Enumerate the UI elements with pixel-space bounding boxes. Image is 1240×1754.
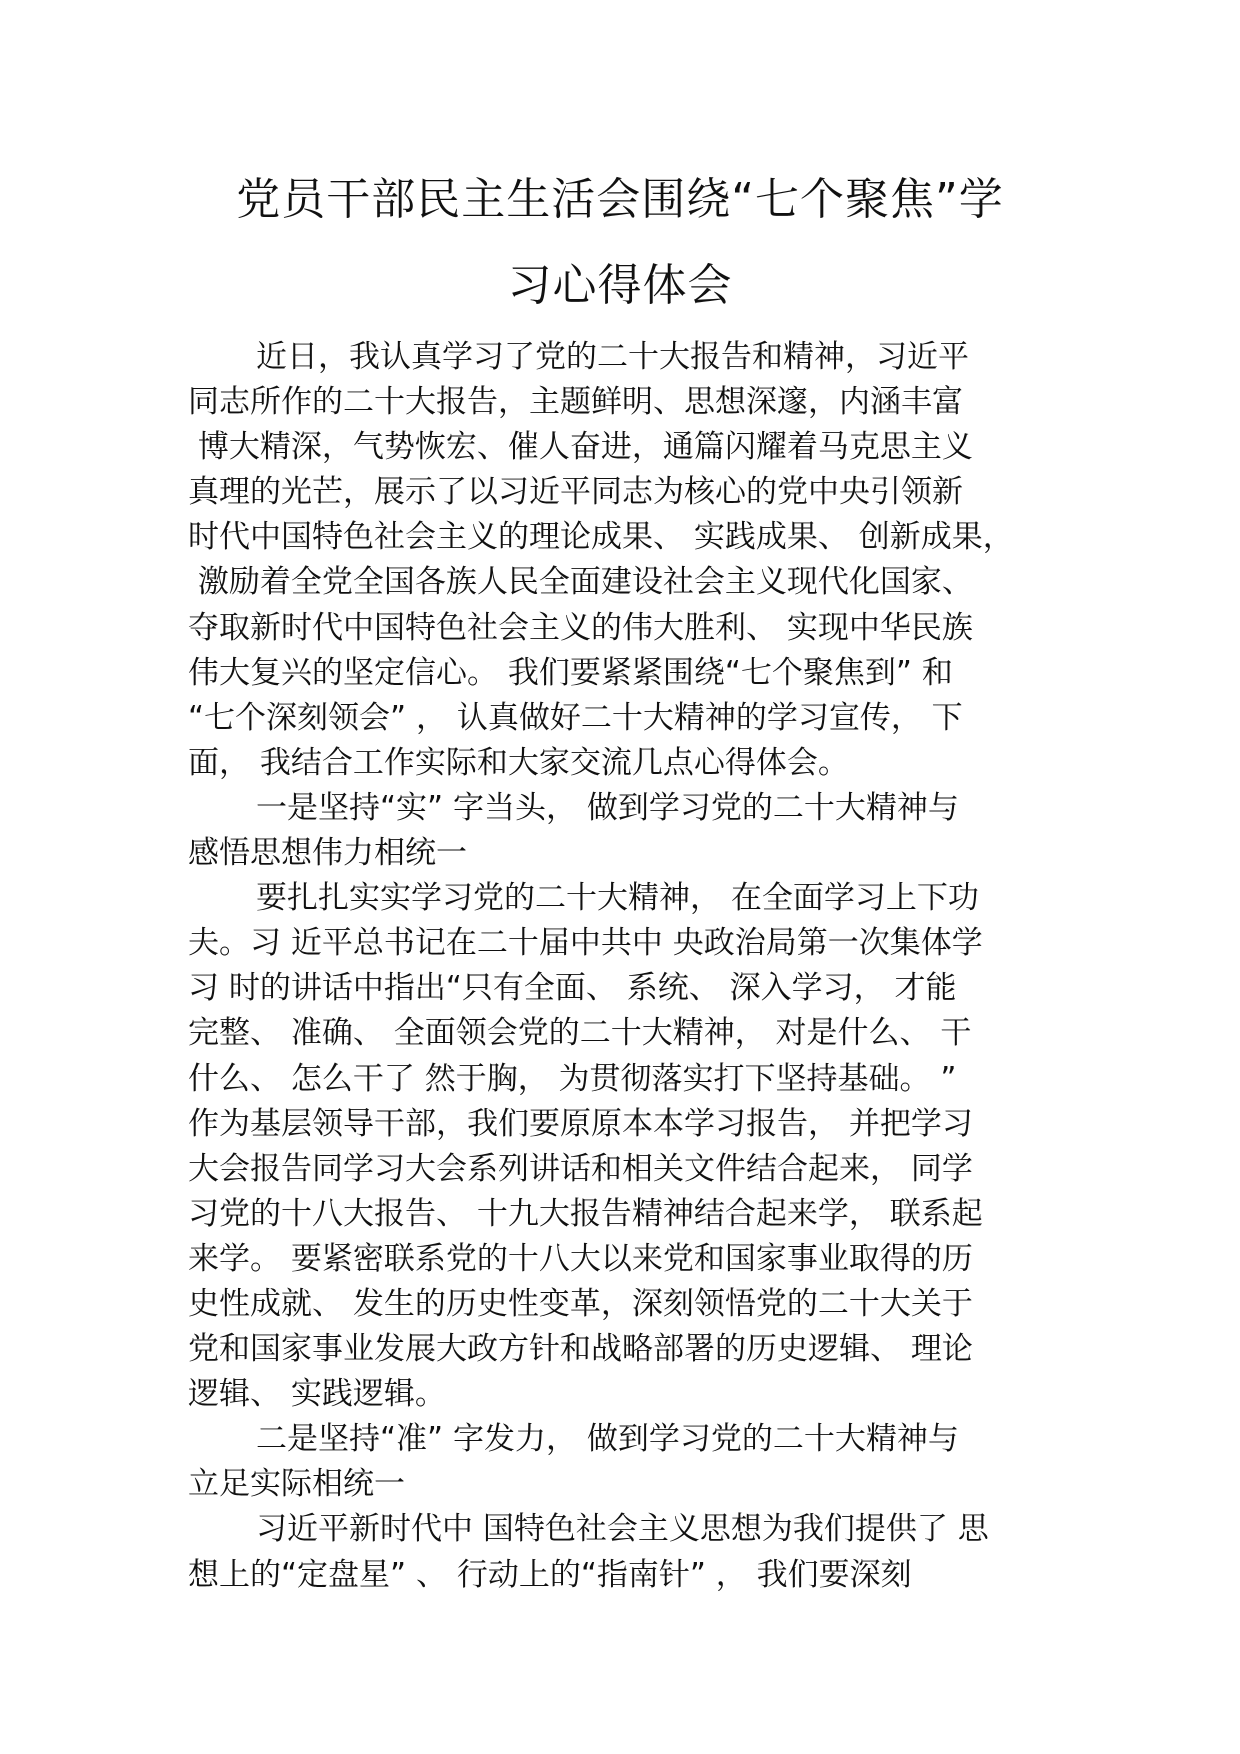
body-line: 习 时的讲话中指出“只有全面、 系统、 深入学习， 才能 <box>188 970 957 1007</box>
body-line: 真理的光芒，展示了以习近平同志为核心的党中央引领新 <box>188 474 963 511</box>
title-line-2: 习心得体会 <box>507 260 733 311</box>
body-line: 同志所作的二十大报告，主题鲜明、思想深邃，内涵丰富 <box>188 384 963 421</box>
body-line: 想上的“定盘星” 、 行动上的“指南针” ， 我们要深刻 <box>188 1556 912 1593</box>
body-line: 夺取新时代中国特色社会主义的伟大胜利、 实现中华民族 <box>188 609 973 646</box>
body-line: 近日，我认真学习了党的二十大报告和精神，习近平 <box>256 339 969 375</box>
body-line: 夫。习 近平总书记在二十届中共中 央政治局第一次集体学 <box>188 925 983 962</box>
body-line: 习党的十八大报告、 十九大报告精神结合起来学， 联系起 <box>188 1195 983 1232</box>
body-line: 逻辑、 实践逻辑。 <box>188 1376 446 1413</box>
body-line: 史性成就、 发生的历史性变革，深刻领悟党的二十大关于 <box>188 1285 973 1322</box>
body-line: 党和国家事业发展大政方针和战略部署的历史逻辑、 理论 <box>188 1331 973 1368</box>
body-line: 时代中国特色社会主义的理论成果、 实践成果、 创新成果， <box>188 519 1014 556</box>
body-line: 来学。 要紧密联系党的十八大以来党和国家事业取得的历 <box>188 1240 973 1277</box>
body-line: 伟大复兴的坚定信心。 我们要紧紧围绕“七个聚焦到” 和 <box>188 654 953 691</box>
body-line: 激励着全党全国各族人民全面建设社会主义现代化国家、 <box>188 564 973 601</box>
body-line: 面， 我结合工作实际和大家交流几点心得体会。 <box>188 744 849 781</box>
title-line-1: 党员干部民主生活会围绕“七个聚焦”学 <box>236 174 1004 225</box>
body-line: 大会报告同学习大会系列讲话和相关文件结合起来， 同学 <box>188 1150 973 1187</box>
body-line: 要扎扎实实学习党的二十大精神， 在全面学习上下功 <box>256 880 979 917</box>
body-line: 二是坚持“准” 字发力， 做到学习党的二十大精神与 <box>256 1421 959 1458</box>
body-line: 习近平新时代中 国特色社会主义思想为我们提供了 思 <box>256 1511 989 1548</box>
body-line: 立足实际相统一 <box>188 1466 405 1503</box>
body-line: “七个深刻领会” ， 认真做好二十大精神的学习宣传， 下 <box>188 699 963 736</box>
body-line: 作为基层领导干部，我们要原原本本学习报告， 并把学习 <box>188 1105 973 1142</box>
body-line: 博大精深，气势恢宏、催人奋进，通篇闪耀着马克思主义 <box>188 429 973 466</box>
body-line: 一是坚持“实” 字当头， 做到学习党的二十大精神与 <box>256 789 959 826</box>
body-text <box>188 335 1088 1598</box>
body-line: 感悟思想伟力相统一 <box>188 835 467 872</box>
body-line: 完整、 准确、 全面领会党的二十大精神， 对是什么、 干 <box>188 1015 972 1052</box>
body-line: 什么、 怎么干了 然于胸， 为贯彻落实打下坚持基础。 ” <box>188 1060 957 1097</box>
